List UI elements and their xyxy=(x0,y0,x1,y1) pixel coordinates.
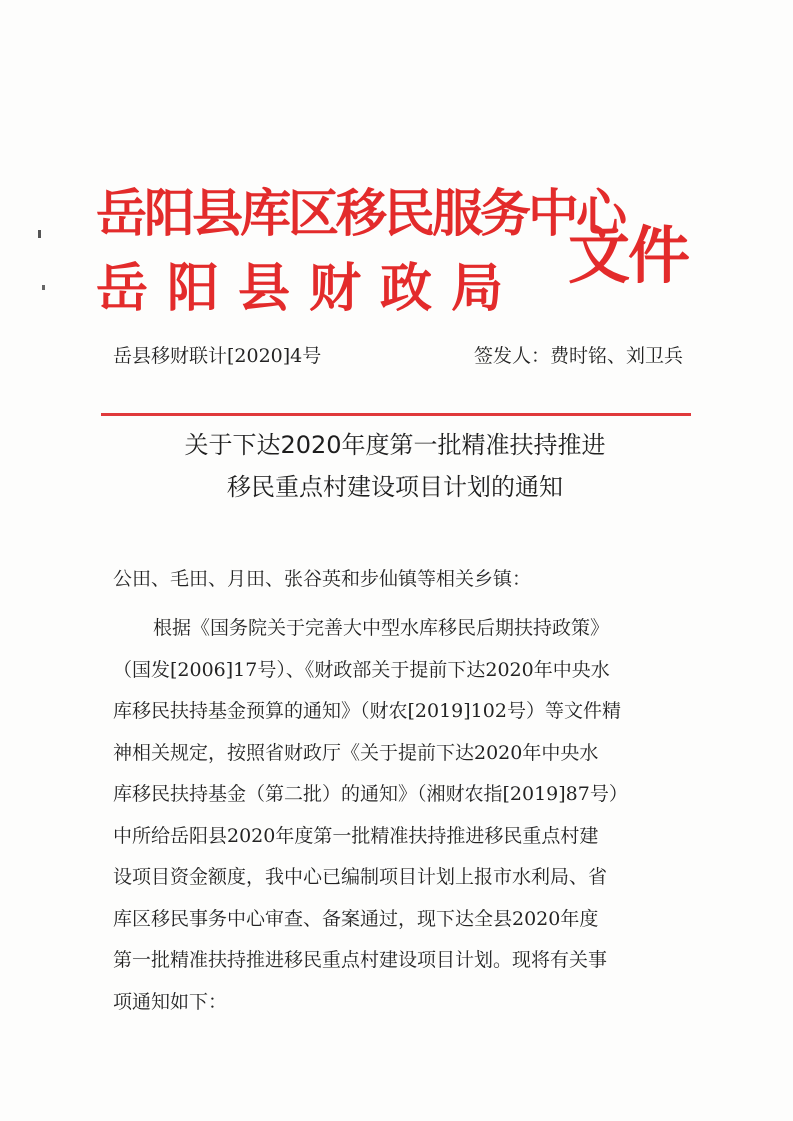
body-line: 设项目资金额度，我中心已编制项目计划上报市水利局、省 xyxy=(113,866,608,888)
scan-mark xyxy=(38,230,41,238)
body-line: 神相关规定，按照省财政厅《关于提前下达2020年中央水 xyxy=(113,741,599,764)
body-paragraph xyxy=(113,608,698,1023)
document-type-label: 文件 xyxy=(568,219,689,292)
signer: 签发人：费时铭、刘卫兵 xyxy=(473,345,683,367)
body-line: 根据《国务院关于完善大中型水库移民后期扶持政策》 xyxy=(153,617,610,639)
title-line: 关于下达2020年度第一批精准扶持推进 xyxy=(184,431,606,459)
body-line: 库区移民事务中心审查、备案通过，现下达全县2020年度 xyxy=(113,907,599,930)
body-line: 库移民扶持基金预算的通知》（财农[2019]102号）等文件精 xyxy=(113,700,621,722)
header-divider xyxy=(101,413,691,416)
body-line: 库移民扶持基金（第二批）的通知》（湘财农指[2019]87号） xyxy=(113,783,628,805)
title-line: 移民重点村建设项目计划的通知 xyxy=(227,473,563,501)
scan-mark xyxy=(42,285,45,290)
issuer-header xyxy=(96,168,696,333)
issuer-name-2: 岳阳县财政局 xyxy=(96,259,523,319)
addressee: 公田、毛田、月田、张谷英和步仙镇等相关乡镇： xyxy=(113,568,532,590)
document-meta xyxy=(113,341,683,371)
document-title xyxy=(90,424,700,508)
document-number: 岳县移财联计[2020]4号 xyxy=(113,345,322,367)
body-line: 第一批精准扶持推进移民重点村建设项目计划。现将有关事 xyxy=(113,949,608,971)
body-line: （国发[2006]17号）、《财政部关于提前下达2020年中央水 xyxy=(113,658,610,681)
body-line: 中所给岳阳县2020年度第一批精准扶持推进移民重点村建 xyxy=(113,824,599,847)
issuer-name-1: 岳阳县库区移民服务中心 xyxy=(96,185,625,244)
body-line: 项通知如下： xyxy=(113,990,228,1013)
